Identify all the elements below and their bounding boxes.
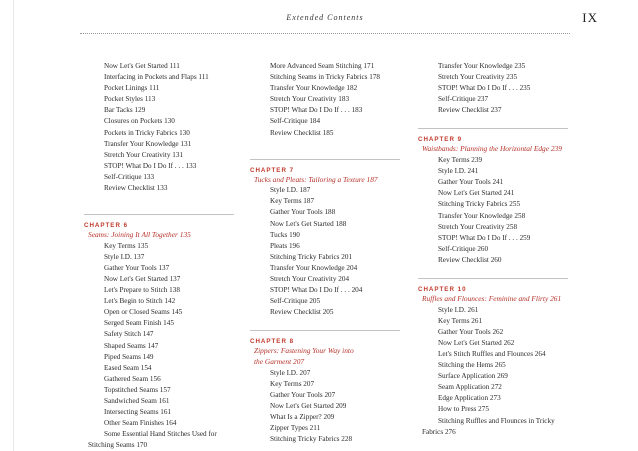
toc-entry[interactable]: Gather Your Tools 241 <box>438 178 504 187</box>
chapter-8 <box>250 330 410 445</box>
chapter-rule <box>418 128 568 129</box>
toc-entry[interactable]: Edge Application 273 <box>438 394 501 403</box>
toc-entry[interactable]: Style I.D. 261 <box>438 305 479 314</box>
chapter-title[interactable]: Seams: Joining It All Together 135 <box>88 230 191 240</box>
toc-entry[interactable]: Stretch Your Creativity 183 <box>270 95 350 104</box>
toc-entry[interactable]: Gather Your Tools 188 <box>270 208 336 217</box>
chapter-label: CHAPTER 10 <box>418 286 467 293</box>
toc-entry[interactable]: Self-Critique 237 <box>438 95 489 104</box>
toc-entry[interactable]: Let's Begin to Stitch 142 <box>104 297 176 306</box>
toc-entry[interactable]: Stitching Tricky Fabrics 255 <box>438 200 521 209</box>
entry-list <box>250 185 410 318</box>
toc-entry[interactable]: Review Checklist 133 <box>104 184 168 193</box>
toc-entry[interactable]: Self-Critique 133 <box>104 172 155 181</box>
toc-entry[interactable]: Tucks 190 <box>270 230 300 239</box>
toc-entry[interactable]: How to Press 275 <box>438 405 489 414</box>
toc-entry[interactable]: Transfer Your Knowledge 182 <box>270 84 358 93</box>
chapter-7 <box>250 159 410 319</box>
toc-entry[interactable]: Seam Application 272 <box>438 383 502 392</box>
toc-entry[interactable]: Stretch Your Creativity 204 <box>270 275 350 283</box>
toc-entry[interactable]: Surface Application 269 <box>438 372 508 381</box>
toc-entry[interactable]: Safety Stitch 147 <box>104 330 154 339</box>
toc-entry[interactable]: Now Let's Get Started 188 <box>270 219 347 228</box>
entry-list <box>250 368 410 446</box>
entry-list <box>84 241 244 430</box>
toc-entry[interactable]: Stitching Tricky Fabrics 201 <box>270 252 353 261</box>
chapter-rule <box>418 278 568 279</box>
chapter-rule <box>250 159 400 160</box>
toc-column-2 <box>250 61 410 445</box>
toc-entry[interactable]: Self-Critique 260 <box>438 244 489 253</box>
toc-entry[interactable]: STOP! What Do I Do If . . . 259 <box>438 233 531 242</box>
toc-entry[interactable]: Gathered Seam 156 <box>104 374 161 383</box>
toc-entry[interactable]: STOP! What Do I Do If . . . 133 <box>104 161 197 170</box>
chapter-label: CHAPTER 8 <box>250 338 295 346</box>
toc-entry[interactable]: Piped Seams 149 <box>104 352 154 361</box>
toc-entry[interactable]: Pocket Linings 111 <box>104 84 160 93</box>
page-number: IX <box>582 10 598 25</box>
toc-entry[interactable]: Now Let's Get Started 111 <box>104 62 180 70</box>
toc-column-1 <box>84 61 244 451</box>
toc-entry[interactable]: Closures on Pockets 130 <box>104 117 175 126</box>
entry-list <box>418 155 578 266</box>
chapter-label: CHAPTER 6 <box>84 222 129 230</box>
toc-entry[interactable]: Stitching Tricky Fabrics 228 <box>270 435 353 444</box>
toc-entry[interactable]: Pleats 196 <box>270 241 300 250</box>
toc-entry[interactable]: Stitching Ruffles and Flounces in Tricky Fabrics 276 <box>422 416 555 436</box>
toc-entry[interactable]: Shaped Seams 147 <box>104 341 159 350</box>
chapter-label: CHAPTER 9 <box>418 136 463 144</box>
toc-entry[interactable]: Style I.D. 207 <box>270 368 311 377</box>
toc-entry[interactable]: Key Terms 261 <box>438 316 483 325</box>
toc-entry[interactable]: Transfer Your Knowledge 131 <box>104 139 192 148</box>
toc-entry[interactable]: Gather Your Tools 137 <box>104 263 170 272</box>
toc-entry[interactable]: Now Let's Get Started 241 <box>438 189 515 198</box>
toc-entry[interactable]: Self-Critique 205 <box>270 297 321 306</box>
toc-entry[interactable]: Serged Seam Finish 145 <box>104 319 174 328</box>
toc-entry[interactable]: Now Let's Get Started 209 <box>270 401 347 410</box>
toc-entry[interactable]: More Advanced Seam Stitching 171 <box>270 62 375 70</box>
chapter-title[interactable]: Ruffles and Flounces: Feminine and Flirty 261 <box>422 294 562 303</box>
toc-entry[interactable]: STOP! What Do I Do If . . . 235 <box>438 84 531 93</box>
toc-entry[interactable]: Style I.D. 241 <box>438 167 479 176</box>
entry-list <box>418 305 578 416</box>
toc-entry[interactable]: Topstitched Seams 157 <box>104 385 171 394</box>
toc-entry[interactable]: STOP! What Do I Do If . . . 183 <box>270 106 363 115</box>
toc-entry[interactable]: Pockets in Tricky Fabrics 130 <box>104 128 190 137</box>
toc-entry[interactable]: Key Terms 207 <box>270 379 315 388</box>
toc-entry[interactable]: Stitching the Hems 265 <box>438 361 506 370</box>
toc-entry[interactable]: Review Checklist 237 <box>438 106 502 115</box>
chapter-10 <box>418 278 578 438</box>
toc-entry[interactable]: Self-Critique 184 <box>270 117 321 126</box>
toc-entry[interactable]: Stitching Seams in Tricky Fabrics 178 <box>270 73 381 82</box>
chapter-6 <box>84 214 244 451</box>
chapter-label: CHAPTER 7 <box>250 166 295 174</box>
toc-entry[interactable]: Let's Stitch Ruffles and Flounces 264 <box>438 349 546 358</box>
toc-column-3 <box>418 61 578 438</box>
toc-entry[interactable]: Review Checklist 205 <box>270 308 334 317</box>
chapter-title[interactable]: Zippers: Fastening Your Way into the Garment 207 <box>254 346 354 366</box>
toc-entry[interactable]: Key Terms 239 <box>438 156 483 165</box>
toc-entry[interactable]: Transfer Your Knowledge 204 <box>270 263 358 272</box>
toc-entry[interactable]: Stretch Your Creativity 131 <box>104 150 184 159</box>
toc-entry[interactable]: Pocket Styles 113 <box>104 95 156 104</box>
entry-list <box>250 61 410 139</box>
toc-entry[interactable]: Stretch Your Creativity 235 <box>438 73 518 82</box>
toc-entry[interactable]: Interfacing in Pockets and Flaps 111 <box>104 73 209 82</box>
toc-entry[interactable]: Review Checklist 260 <box>438 255 502 264</box>
toc-entry[interactable]: Other Seam Finishes 164 <box>104 419 177 428</box>
toc-entry[interactable]: Bar Tacks 129 <box>104 106 146 115</box>
chapter-rule <box>250 330 400 331</box>
toc-entry[interactable]: Key Terms 187 <box>270 197 315 206</box>
toc-entry[interactable]: Transfer Your Knowledge 235 <box>438 62 526 70</box>
toc-entry[interactable]: Key Terms 135 <box>104 241 149 250</box>
toc-entry[interactable]: Let's Prepare to Stitch 138 <box>104 286 180 295</box>
toc-entry[interactable]: Zipper Types 211 <box>270 424 321 433</box>
toc-entry[interactable]: Stretch Your Creativity 258 <box>438 222 518 231</box>
entry-list <box>84 61 244 194</box>
toc-entry[interactable]: Transfer Your Knowledge 258 <box>438 211 526 220</box>
toc-entry[interactable]: Intersecting Seams 161 <box>104 408 172 417</box>
toc-entry[interactable]: Review Checklist 185 <box>270 128 334 137</box>
toc-entry[interactable]: Now Let's Get Started 262 <box>438 338 515 347</box>
page-edge <box>0 0 14 451</box>
toc-entry[interactable]: STOP! What Do I Do If . . . 204 <box>270 286 363 295</box>
running-header <box>80 8 570 34</box>
toc-entry[interactable]: Open or Closed Seams 145 <box>104 308 183 317</box>
chapter-rule <box>84 214 234 215</box>
chapter-title[interactable]: Waistbands: Planning the Horizontal Edge 239 <box>422 144 562 154</box>
toc-entry[interactable]: Gather Your Tools 262 <box>438 327 504 336</box>
toc-entry[interactable]: Style I.D. 137 <box>104 252 145 261</box>
toc-entry[interactable]: Some Essential Hand Stitches Used for Stitching Seams 170 <box>88 430 217 450</box>
chapter-title[interactable]: Tucks and Pleats: Tailoring a Texture 187 <box>254 174 378 184</box>
toc-entry[interactable]: Style I.D. 187 <box>270 186 311 195</box>
chapter-9 <box>418 128 578 266</box>
header-title: Extended Contents <box>286 13 364 22</box>
toc-entry[interactable]: What Is a Zipper? 209 <box>270 412 335 421</box>
entry-list <box>418 61 578 116</box>
toc-entry[interactable]: Now Let's Get Started 137 <box>104 275 181 283</box>
toc-entry[interactable]: Eased Seam 154 <box>104 363 152 372</box>
toc-entry[interactable]: Sandwiched Seam 161 <box>104 397 170 406</box>
toc-entry[interactable]: Gather Your Tools 207 <box>270 390 336 399</box>
